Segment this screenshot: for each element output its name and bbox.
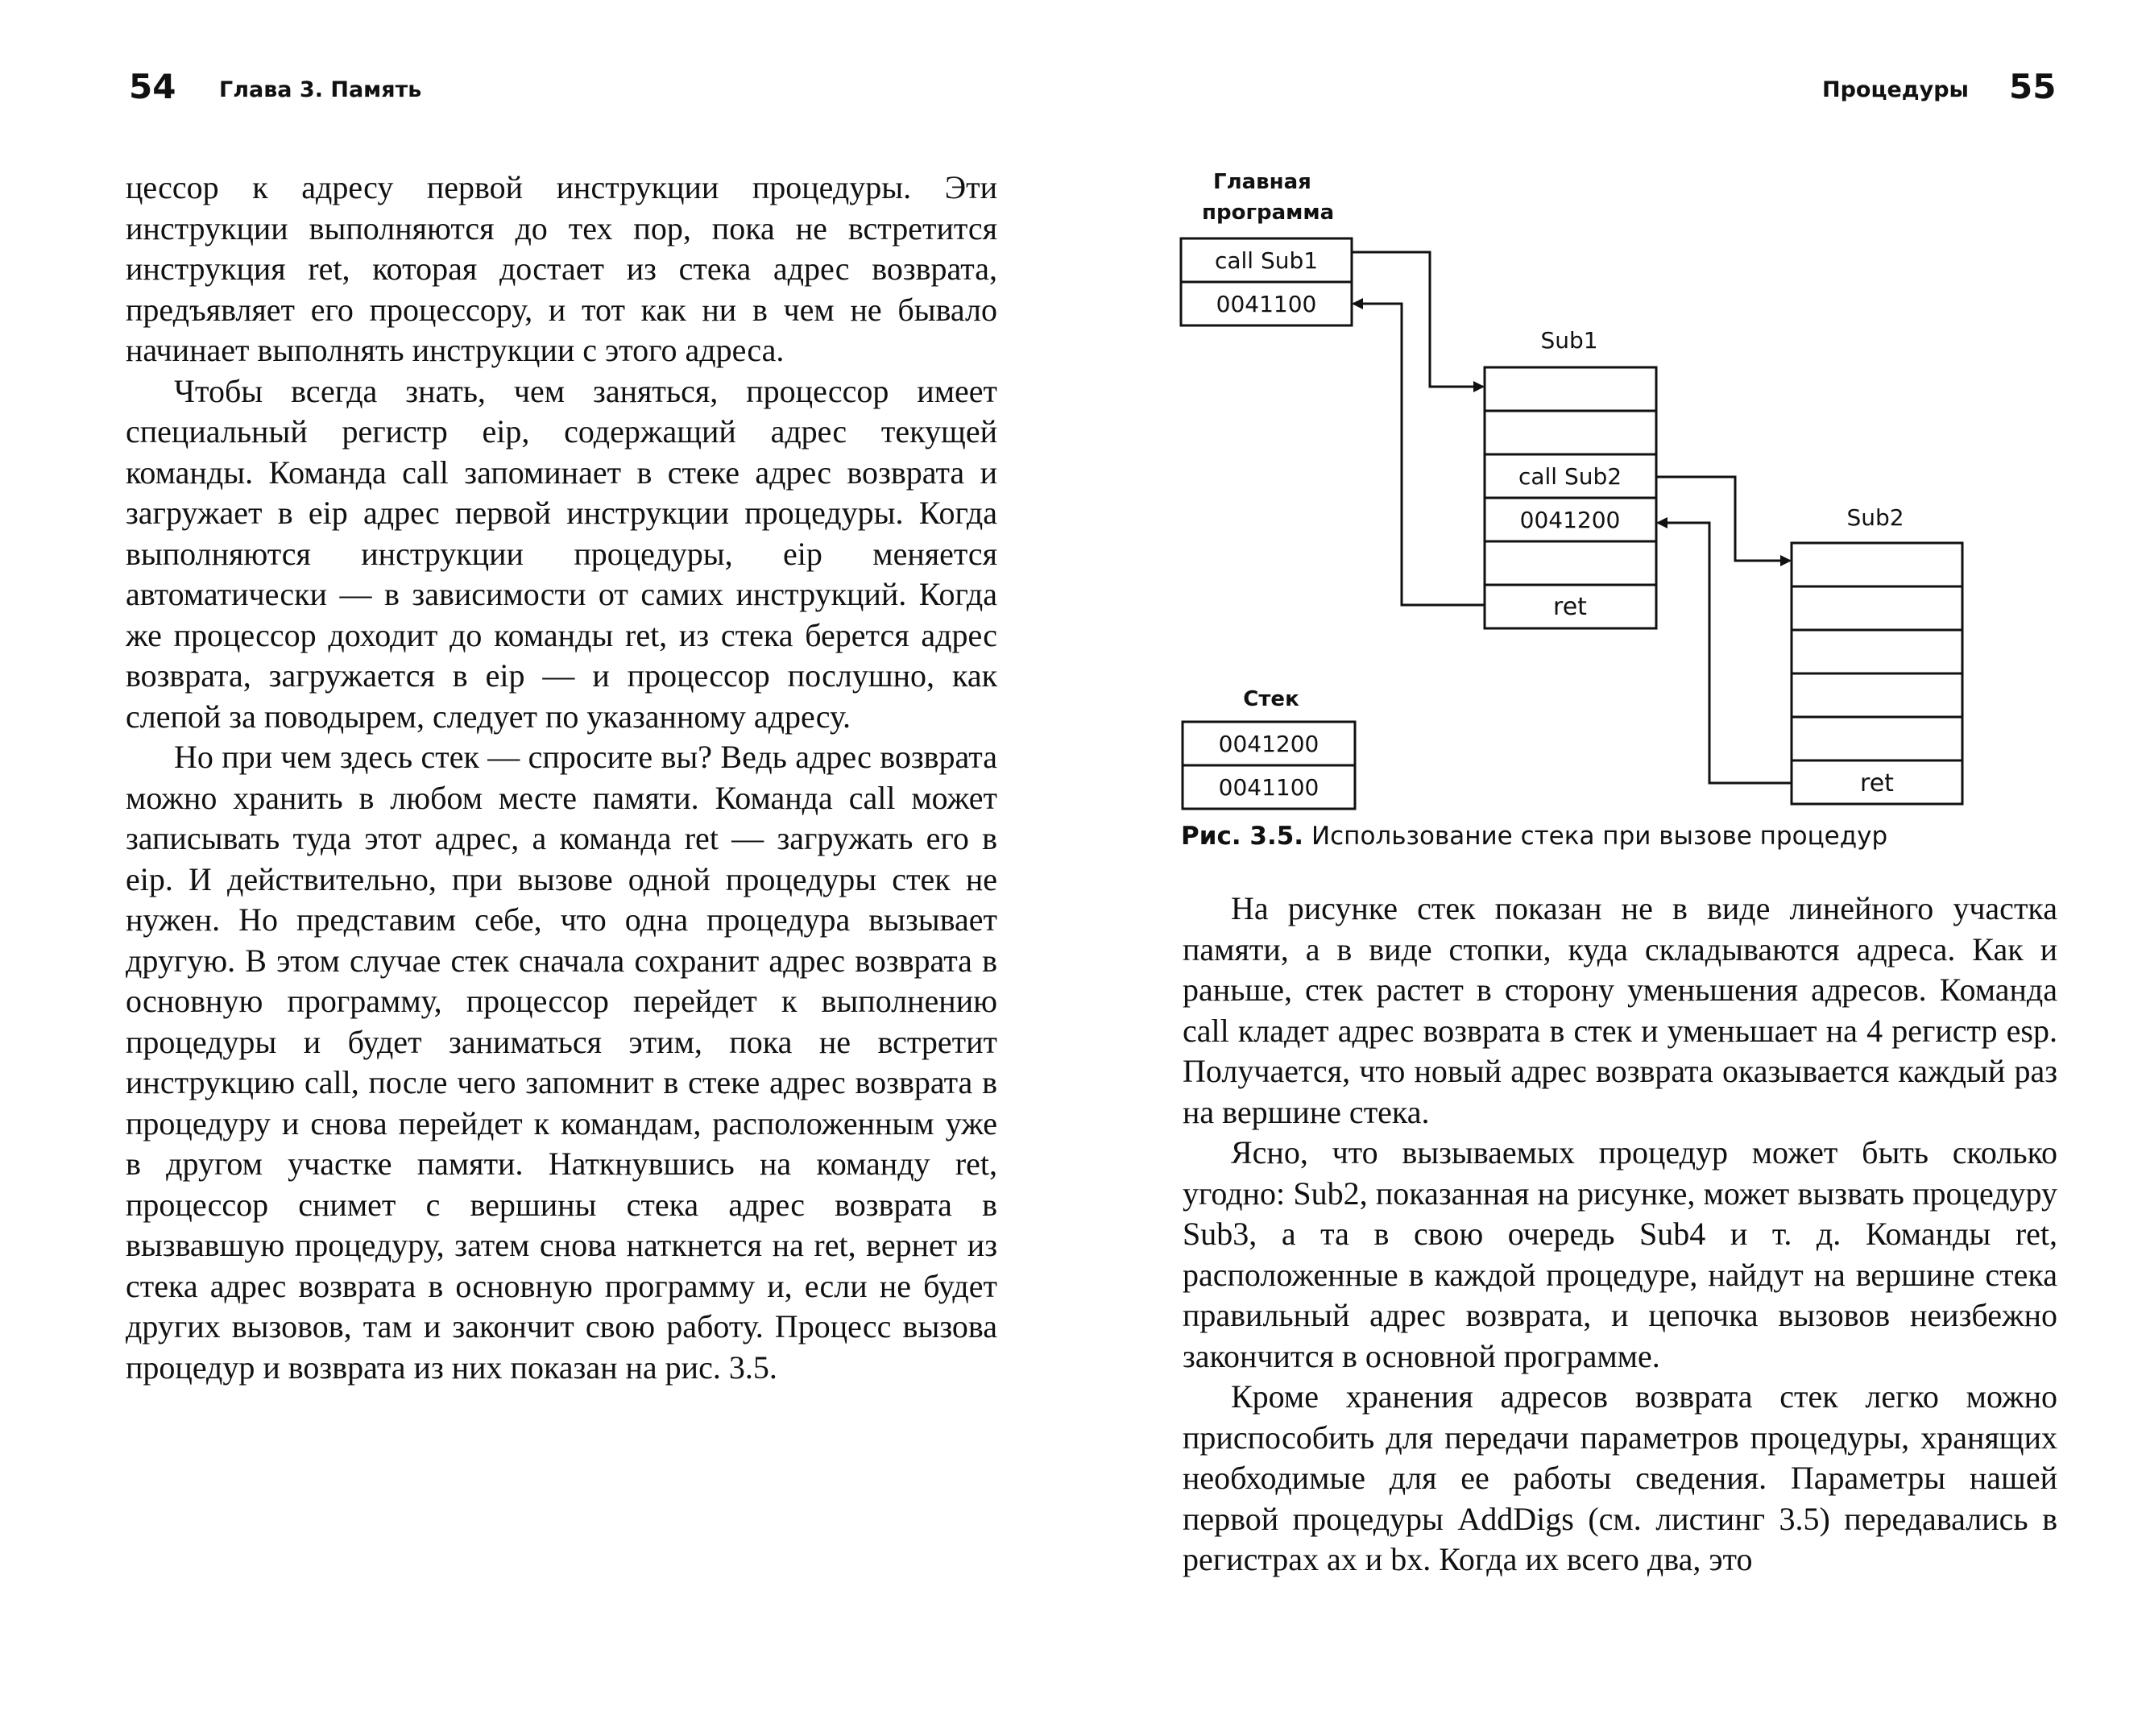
page-number-right: 55 xyxy=(2009,67,2057,106)
sub2-cell xyxy=(1792,717,1962,760)
sub1-block xyxy=(1485,367,1656,628)
sub1-cell xyxy=(1485,411,1656,454)
sub2-cell xyxy=(1792,630,1962,673)
caption-prefix: Рис. 3.5. xyxy=(1181,822,1304,851)
paragraph: Кроме хранения адресов возврата стек легко можно приспособить для передачи параметров процедуры, хранящих необходимые для ее работы сведения. Параметры нашей первой процедуры AddDigs (см. листинг 3.5) передавались в регистрах ax и bx. Когда их всего два, это xyxy=(1183,1378,2057,1577)
main-cell-text: call Sub1 xyxy=(1214,247,1319,274)
page-number-left: 54 xyxy=(129,67,176,106)
paragraph: Чтобы всегда знать, чем заняться, процессор имеет специальный регистр eip, содержащий адрес текущей команды. Команда call запоминает в стеке адрес возврата и загружает в eip адрес первой инструкции процедуры. Когда выполняются инструкции процедуры, eip меняется автоматически — в зависимости от самих инструкций. Когда же процессор доходит до команды ret, из стека берется адрес возврата, загружается в eip — и процессор послушно, как слепой за поводырем, следует по указанному адресу. xyxy=(126,372,997,735)
call-stack-diagram xyxy=(1168,161,2038,870)
stack-label: Стек xyxy=(1243,687,1299,711)
main-program-label: Главная xyxy=(1213,170,1311,194)
paragraph: На рисунке стек показан не в виде линейного участка памяти, а в виде стопки, куда складываются адреса. Как и раньше, стек растет в сторону уменьшения адресов. Команда call кладет адрес возврата в стек и уменьшает на 4 регистр esp. Получается, что новый адрес возврата оказывается каждый раз на вершине стека. xyxy=(1183,890,2057,1130)
stack-cell-text: 0041100 xyxy=(1218,774,1320,801)
main-program-label: программа xyxy=(1202,201,1335,225)
caption-text: Использование стека при вызове процедур xyxy=(1311,822,1888,851)
paragraph: Но при чем здесь стек — спросите вы? Ведь адрес возврата можно хранить в любом месте памяти. Команда call может записывать туда этот адрес, а команда ret — загружать его в eip. И действительно, при вызове одной процедуры стек не нужен. Но представим себе, что одна процедура вызывает другую. В этом случае стек сначала сохранит адрес возврата в основную программу, процессор перейдет к выполнению процедуры и будет заниматься этим, пока не встретит инструкцию call, после чего запомнит в стеке адрес возврата в процедуру и снова перейдет к командам, расположенным уже в другом участке памяти. Наткнувшись на команду ret, процессор снимет с вершины стека адрес возврата в вызвавшую процедуру, затем снова наткнется на ret, вернет из стека адрес возврата в основную программу и, если не будет других вызовов, там и закончит свою работу. Процесс вызова процедур и возврата из них показан на рис. 3.5. xyxy=(126,739,997,1386)
call-sub2-arrow xyxy=(1656,477,1790,561)
sub2-cell xyxy=(1792,586,1962,630)
sub1-cell xyxy=(1485,367,1656,411)
sub1-cell xyxy=(1485,541,1656,585)
stack-cell-text: 0041200 xyxy=(1218,731,1320,757)
sub1-cell-text: 0041200 xyxy=(1519,507,1621,533)
sub2-block xyxy=(1792,543,1962,804)
sub1-label: Sub1 xyxy=(1540,327,1598,354)
figure-caption xyxy=(1181,818,2027,854)
running-head-left: Глава 3. Память xyxy=(219,77,422,102)
call-sub1-arrow xyxy=(1352,252,1483,387)
sub2-cell-text: ret xyxy=(1860,769,1894,798)
left-page-body xyxy=(126,168,997,1388)
paragraph: Ясно, что вызываемых процедур может быть сколько угодно: Sub2, показанная на рисунке, может вызвать процедуру Sub3, а та в свою очередь Sub4 и т. д. Команды ret, расположенные в каждой процедуре, найдут на вершине стека правильный адрес возврата, и цепочка вызовов неизбежно закончится в основной программе. xyxy=(1183,1134,2057,1374)
right-page-body xyxy=(1183,889,2057,1581)
return-to-main-arrow xyxy=(1353,304,1485,605)
sub2-cell xyxy=(1792,673,1962,717)
main-cell-text: 0041100 xyxy=(1216,291,1317,317)
paragraph: цессор к адресу первой инструкции процедуры. Эти инструкции выполняются до тех пор, пока не встретится инструкция ret, которая достает из стека адрес возврата, предъявляет его процессору, и тот как ни в чем не бывало начинает выполнять инструкции с этого адреса. xyxy=(126,169,997,368)
running-head-right: Процедуры xyxy=(1822,77,1969,102)
sub1-cell-text: call Sub2 xyxy=(1518,463,1622,490)
sub1-cell-text: ret xyxy=(1553,593,1587,621)
sub2-cell xyxy=(1792,543,1962,586)
sub2-label: Sub2 xyxy=(1846,504,1904,531)
